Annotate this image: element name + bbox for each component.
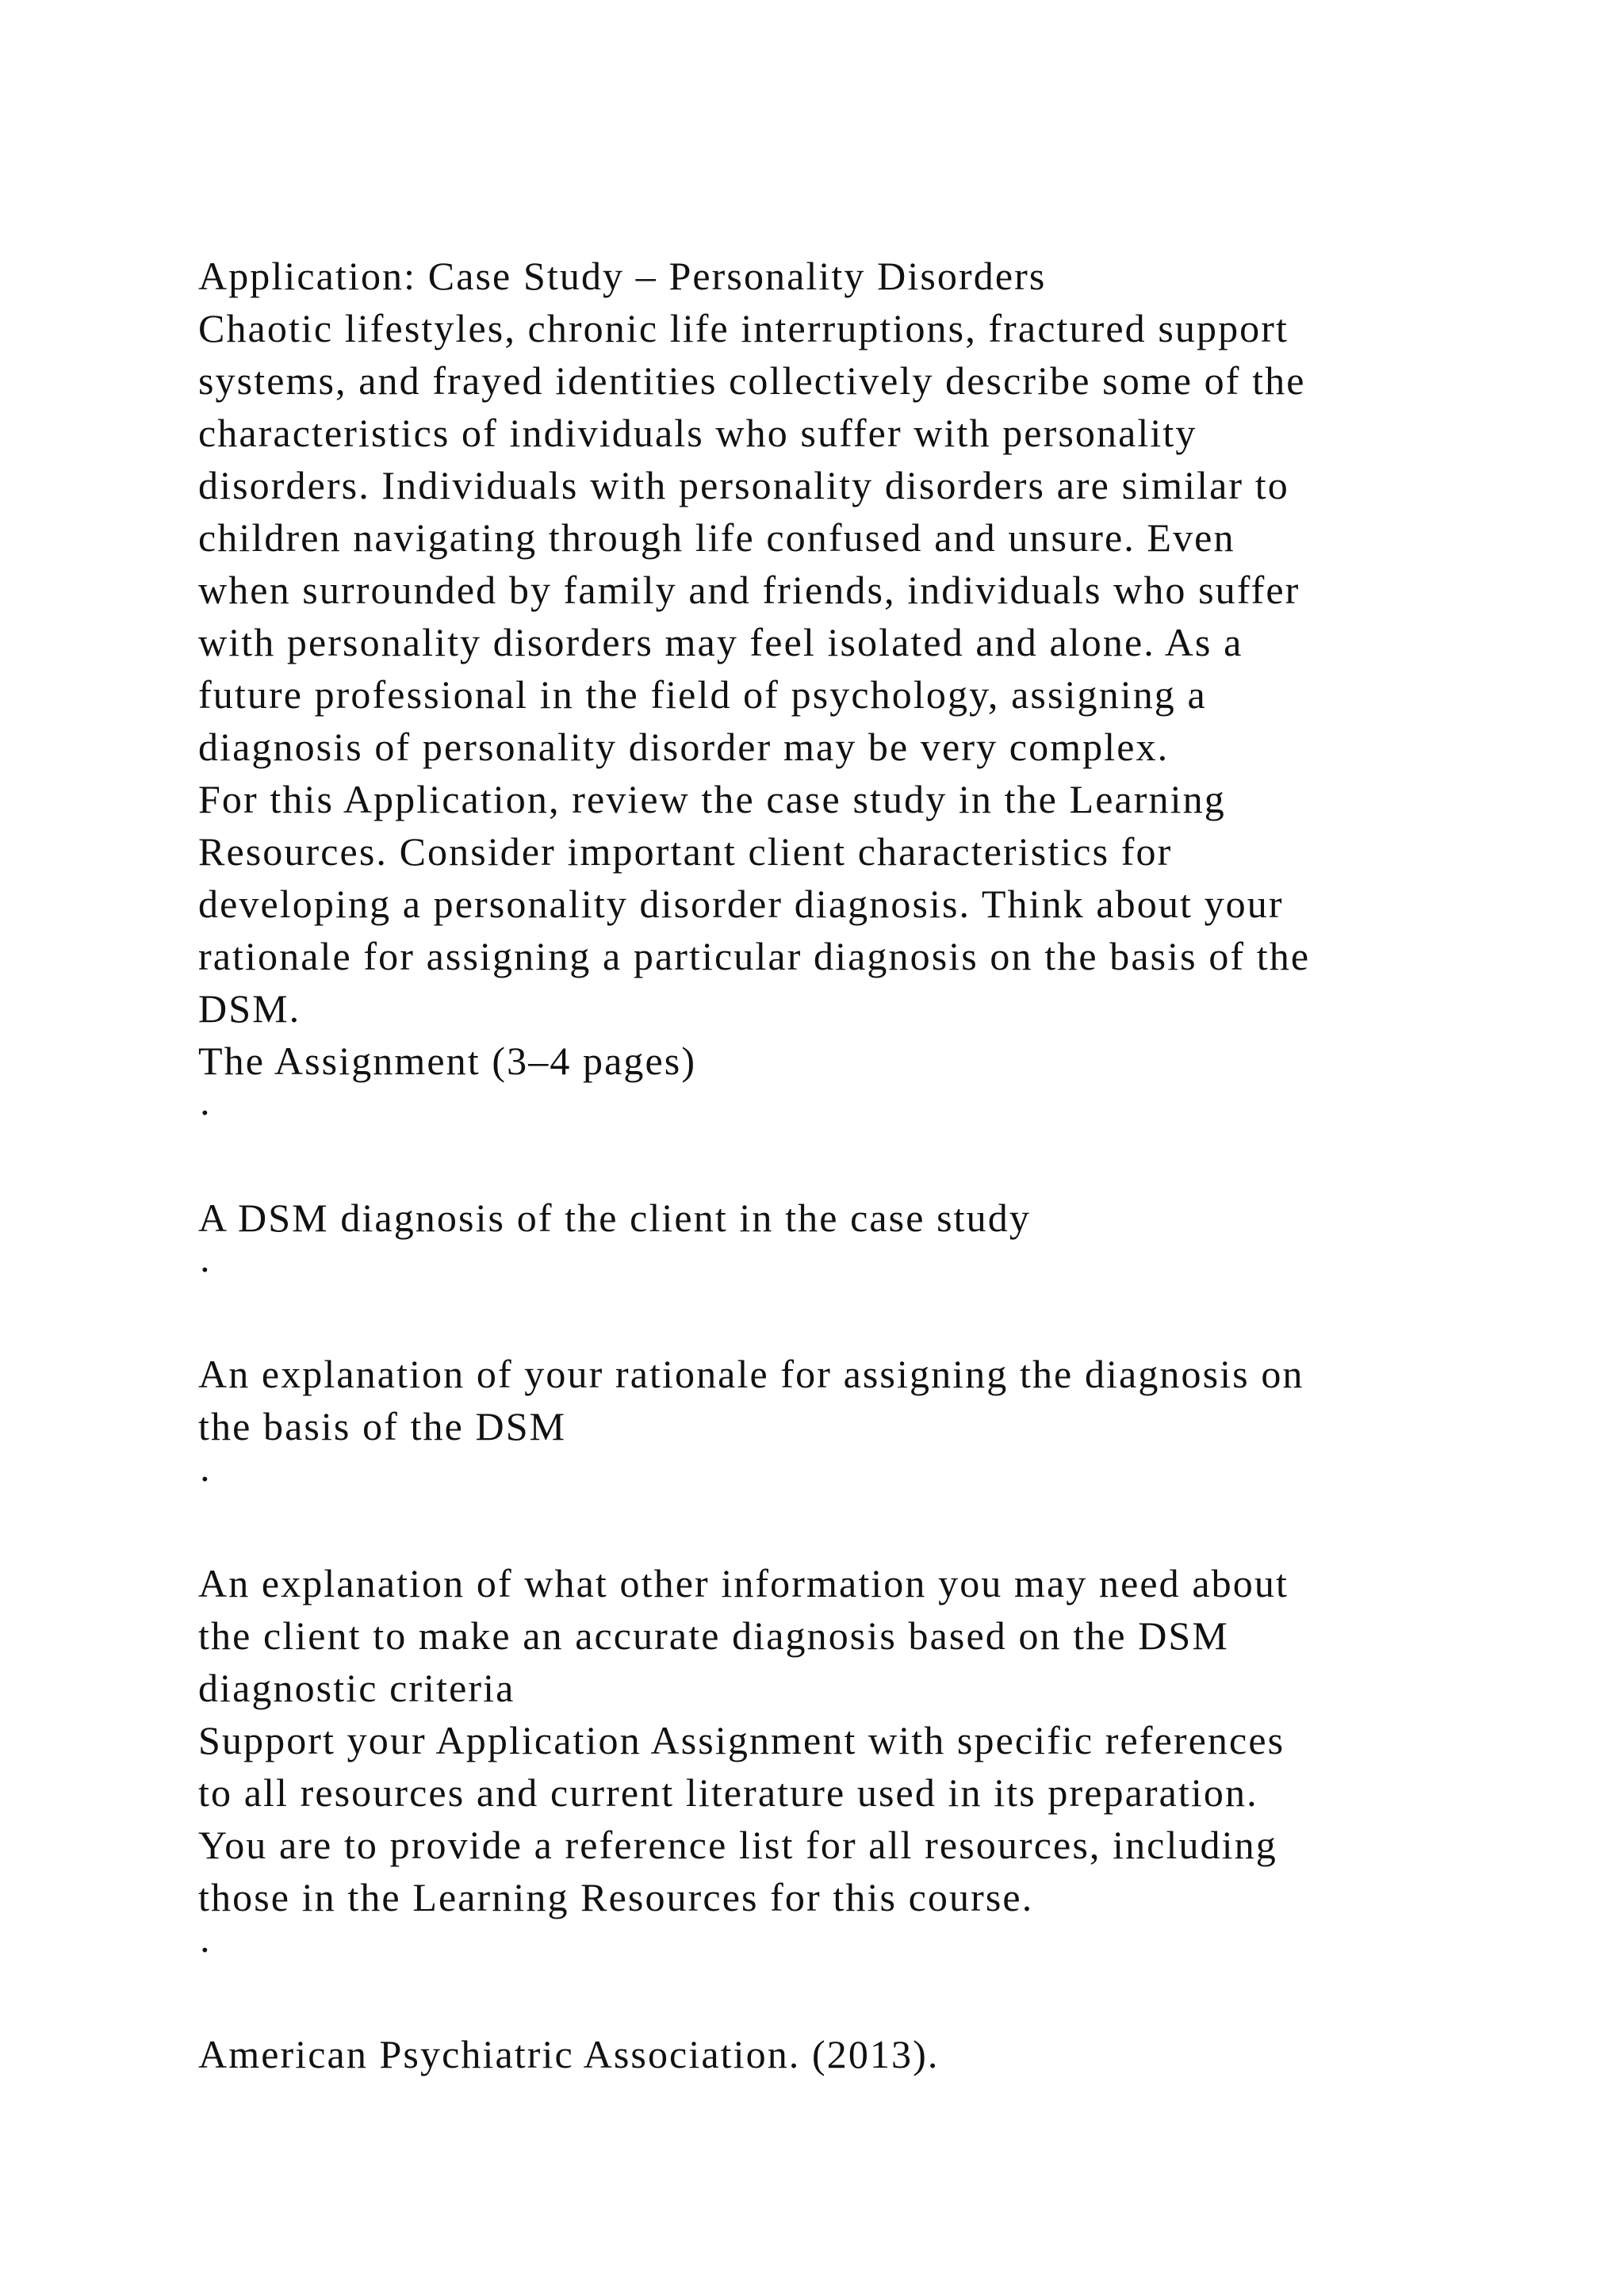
instructions-line: Resources. Consider important client characteristics for <box>198 829 1173 874</box>
bullet-item-3-line: the client to make an accurate diagnosis based on the DSM <box>198 1613 1229 1658</box>
bullet-item-2-line: An explanation of your rationale for assigning the diagnosis on <box>198 1352 1304 1396</box>
bullet-item-1: A DSM diagnosis of the client in the case study <box>198 1196 1031 1240</box>
intro-line: future professional in the field of psychology, assigning a <box>198 672 1207 717</box>
bullet-item-3-line: diagnostic criteria <box>198 1666 515 1710</box>
bullet-item-2-line: the basis of the DSM <box>198 1404 567 1448</box>
intro-line: diagnosis of personality disorder may be very complex. <box>198 725 1170 769</box>
instructions-line: DSM. <box>198 986 301 1031</box>
bullet-marker: · <box>198 1456 212 1501</box>
support-line: those in the Learning Resources for this course. <box>198 1875 1034 1919</box>
intro-line: when surrounded by family and friends, individuals who suffer <box>198 568 1300 612</box>
support-line: Support your Application Assignment with specific references <box>198 1718 1285 1762</box>
intro-line: Chaotic lifestyles, chronic life interruptions, fractured support <box>198 306 1289 350</box>
instructions-line: For this Application, review the case study in the Learning <box>198 777 1226 821</box>
bullet-marker: · <box>198 1247 212 1292</box>
instructions-line: developing a personality disorder diagnosis. Think about your <box>198 882 1284 926</box>
intro-line: characteristics of individuals who suffer with personality <box>198 411 1197 455</box>
intro-line: children navigating through life confused and unsure. Even <box>198 515 1235 560</box>
document-title: Application: Case Study – Personality Disorders <box>198 254 1047 298</box>
intro-line: with personality disorders may feel isolated and alone. As a <box>198 620 1243 664</box>
support-line: to all resources and current literature used in its preparation. <box>198 1770 1258 1815</box>
bullet-item-3-line: An explanation of what other information you may need about <box>198 1561 1289 1605</box>
assignment-heading: The Assignment (3–4 pages) <box>198 1039 697 1083</box>
bullet-marker: · <box>198 1927 212 1972</box>
bullet-marker: · <box>198 1090 212 1135</box>
reference-line: American Psychiatric Association. (2013). <box>198 2032 940 2076</box>
intro-line: systems, and frayed identities collectively describe some of the <box>198 358 1306 403</box>
support-line: You are to provide a reference list for all resources, including <box>198 1823 1277 1867</box>
instructions-line: rationale for assigning a particular diagnosis on the basis of the <box>198 934 1311 978</box>
intro-line: disorders. Individuals with personality disorders are similar to <box>198 463 1289 507</box>
